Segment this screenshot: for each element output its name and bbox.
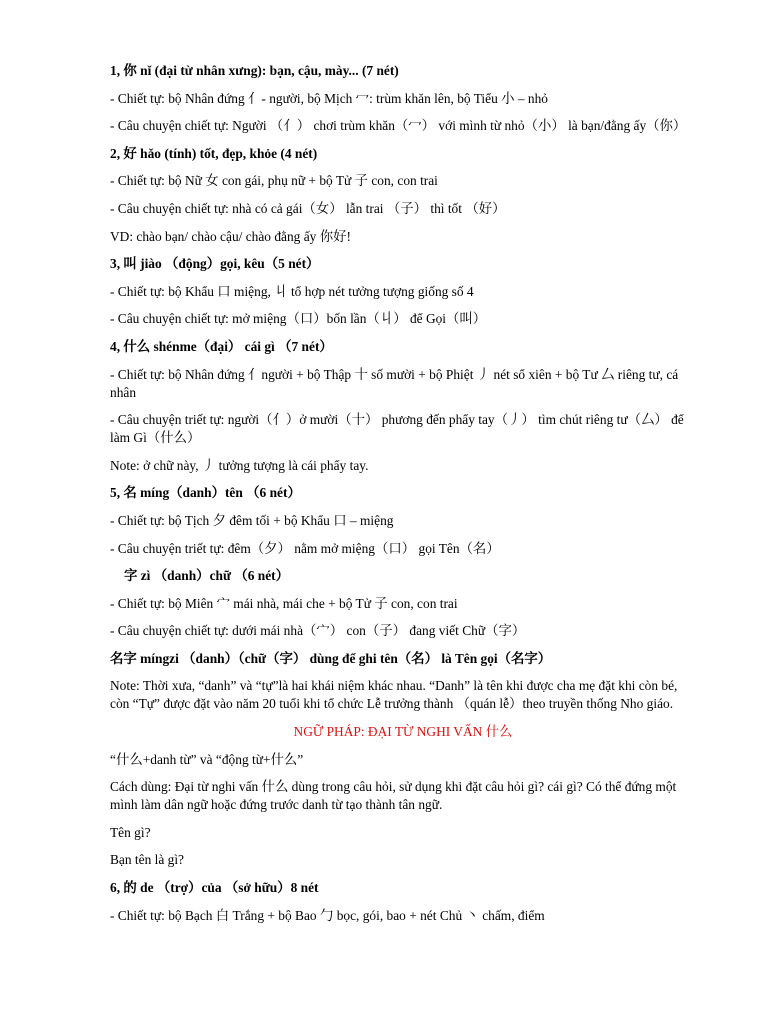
paragraph: Cách dùng: Đại từ nghi vấn 什么 dùng trong câu hỏi, sử dụng khi đặt câu hỏi gì? cái gì? Có thể đứng một mình làm dân ngữ hoặc đứng trước danh từ tạo thành tân ngữ. xyxy=(110,779,677,813)
entry-heading: 5, 名 míng（danh）tên （6 nét） xyxy=(110,485,301,501)
entry-heading: 名字 míngzi （danh）（chữ（字） dùng để ghi tên（名） là Tên gọi（名字） xyxy=(110,650,552,666)
paragraph: - Chiết tự: bộ Nhân đứng 亻- người, bộ Mịch 冖: trùm khăn lên, bộ Tiểu 小 – nhỏ xyxy=(110,90,548,106)
paragraph: Bạn tên là gì? xyxy=(110,852,184,868)
paragraph: - Chiết tự: bộ Miên 宀 mái nhà, mái che + bộ Tử 子 con, con trai xyxy=(110,595,458,611)
paragraph: Tên gì? xyxy=(110,824,151,840)
paragraph: - Câu chuyện triết tự: đêm（夕） nằm mở miệng（口） gọi Tên（名） xyxy=(110,540,500,556)
paragraph: - Câu chuyện triết tự: người（亻）ở mười（十） phương đến phẩy tay（丿） tìm chút riêng tư（厶） để làm Gì（什么） xyxy=(110,412,684,446)
paragraph: - Chiết tự: bộ Nhân đứng 亻người + bộ Thập 十 số mười + bộ Phiệt 丿 nét sổ xiên + bộ Tư 厶 riêng tư, cá nhân xyxy=(110,366,679,400)
document-page xyxy=(110,62,696,934)
paragraph: - Câu chuyện chiết tự: dưới mái nhà（宀） con（子） đang viết Chữ（字） xyxy=(110,623,526,639)
entry-heading: 3, 叫 jiào （động）gọi, kêu（5 nét） xyxy=(110,256,320,272)
paragraph: - Câu chuyện chiết tự: Người （亻） chơi trùm khăn（冖） với mình từ nhỏ（小） là bạn/đằng ấy（你） xyxy=(110,118,687,134)
paragraph: - Chiết tự: bộ Khẩu 口 miệng, 丩 tổ hợp nét tưởng tượng giống số 4 xyxy=(110,283,474,299)
paragraph: Note: ở chữ này, 丿 tưởng tượng là cái phẩy tay. xyxy=(110,457,369,473)
paragraph: Note: Thời xưa, “danh” và “tự”là hai khái niệm khác nhau. “Danh” là tên khi được cha mẹ đặt khi còn bé, còn “Tự” được đặt vào năm 20 tuổi khi tổ chức Lễ trưởng thành （quán lễ）theo truyền thống Nho giáo. xyxy=(110,678,678,712)
paragraph: - Câu chuyện chiết tự: mở miệng（口）bốn lần（丩） để Gọi（叫） xyxy=(110,311,487,327)
paragraph: - Chiết tự: bộ Nữ 女 con gái, phụ nữ + bộ Tử 子 con, con trai xyxy=(110,173,438,189)
entry-heading: 1, 你 nǐ (đại từ nhân xưng): bạn, cậu, mày... (7 nét) xyxy=(110,63,399,78)
entry-heading: 2, 好 hǎo (tính) tốt, đẹp, khỏe (4 nét) xyxy=(110,145,318,161)
entry-heading: 4, 什么 shénme（đại） cái gì （7 nét） xyxy=(110,338,333,354)
paragraph: - Chiết tự: bộ Bạch 白 Trắng + bộ Bao 勹 bọc, gói, bao + nét Chủ 丶 chấm, điểm xyxy=(110,907,545,923)
paragraph: “什么+danh từ” và “động từ+什么” xyxy=(110,751,304,767)
paragraph: - Chiết tự: bộ Tịch 夕 đêm tối + bộ Khẩu 口 – miệng xyxy=(110,512,394,528)
entry-heading: 6, 的 de （trợ）của （sở hữu）8 nét xyxy=(110,880,319,896)
paragraph: VD: chào bạn/ chào cậu/ chào đằng ấy 你好! xyxy=(110,228,351,244)
paragraph: - Câu chuyện chiết tự: nhà có cả gái（女） lẫn trai （子） thì tốt （好） xyxy=(110,200,506,216)
section-heading: NGỮ PHÁP: ĐẠI TỪ NGHI VẤN 什么 xyxy=(293,724,513,740)
entry-heading: 字 zì （danh）chữ （6 nét） xyxy=(124,568,290,584)
